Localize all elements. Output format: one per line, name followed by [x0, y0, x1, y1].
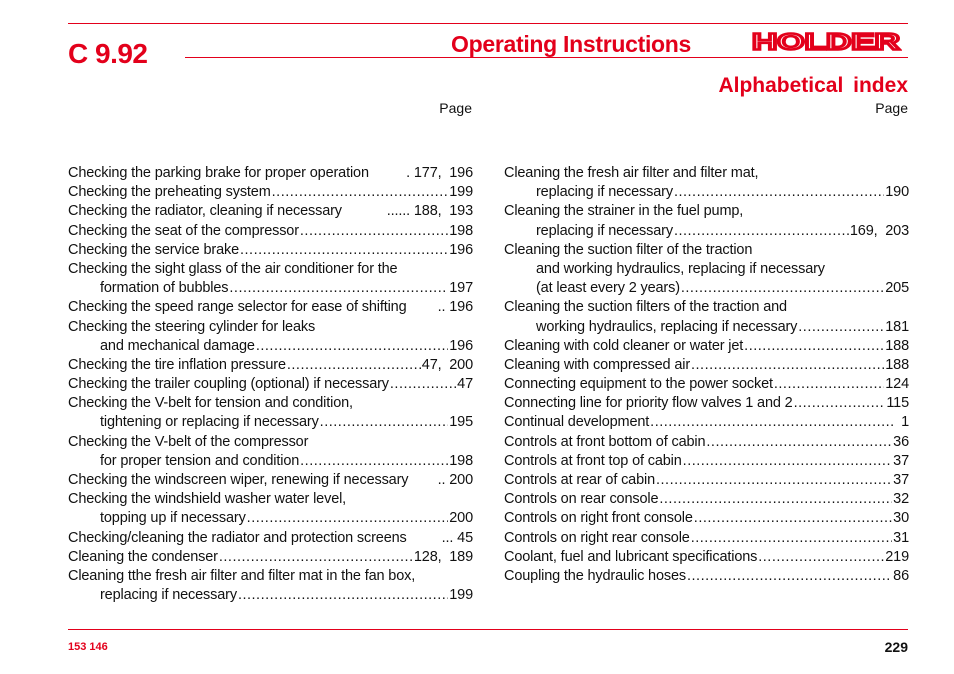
- index-entry: [504, 375, 909, 394]
- index-entry: [504, 164, 909, 183]
- dot-leader: [744, 337, 884, 356]
- index-entry: [68, 318, 473, 337]
- index-entry: [504, 337, 909, 356]
- dot-leader: [650, 413, 896, 432]
- dot-leader: [287, 356, 421, 375]
- index-entry: [68, 202, 473, 221]
- index-entry: [68, 548, 473, 567]
- index-entry-text: Cleaning with compressed air: [504, 356, 690, 373]
- index-entry-text: Checking the radiator, cleaning if necessary: [68, 203, 342, 220]
- index-entry-text: replacing if necessary: [536, 222, 673, 239]
- dot-leader: [794, 394, 886, 413]
- index-entry-page: 196: [449, 337, 473, 354]
- index-entry: [68, 279, 473, 298]
- index-entry-page: . 177, 196: [406, 165, 473, 181]
- index-entry: [504, 413, 909, 432]
- index-entry-text: Cleaning with cold cleaner or water jet: [504, 337, 744, 354]
- index-entry-text: Connecting line for priority flow valves 1 and 2: [504, 395, 793, 412]
- index-entry-text: Checking the trailer coupling (optional) if necessary: [68, 376, 389, 393]
- index-entry: [504, 529, 909, 548]
- dot-leader: [674, 222, 849, 241]
- index-entry: [504, 471, 909, 490]
- dot-leader: [300, 222, 448, 241]
- dot-leader: [758, 548, 884, 567]
- index-entry: [504, 394, 909, 413]
- dot-leader: [320, 413, 449, 432]
- dot-leader: [774, 375, 884, 394]
- index-entry: [68, 164, 473, 183]
- index-column-left: [68, 164, 473, 605]
- holder-logo-text: HOLDER: [752, 31, 901, 53]
- index-entry: [504, 260, 909, 279]
- dot-leader: [687, 567, 892, 586]
- index-entry-page: 36: [893, 433, 909, 450]
- header-top-rule: [68, 23, 908, 24]
- dot-leader: [656, 471, 892, 490]
- index-entry-text: topping up if necessary: [100, 510, 246, 527]
- index-entry: [68, 298, 473, 317]
- index-entry: [68, 222, 473, 241]
- index-entry-text: Checking the windshield washer water level,: [68, 491, 347, 508]
- index-entry: [504, 356, 909, 375]
- index-entry: [504, 567, 909, 586]
- dot-leader: [694, 509, 892, 528]
- index-entry-page: ... 45: [437, 529, 473, 546]
- index-entry-text: replacing if necessary: [536, 184, 673, 201]
- page-column-header-left: Page: [439, 100, 472, 116]
- index-entry-text: Cleaning the condenser: [68, 548, 218, 565]
- index-entry-page: 196: [449, 241, 473, 258]
- index-entry-page: 199: [449, 184, 473, 201]
- index-entry: [68, 375, 473, 394]
- index-entry-page: 181: [885, 318, 909, 335]
- index-entry: [504, 183, 909, 202]
- model-number: C 9.92: [68, 38, 148, 69]
- index-entry: [68, 356, 473, 375]
- page-title: Operating Instructions: [451, 31, 692, 57]
- index-entry-text: Coupling the hydraulic hoses: [504, 567, 686, 584]
- index-entry-text: Checking the windscreen wiper, renewing if necessary: [68, 472, 409, 488]
- spacer: [407, 298, 434, 317]
- index-entry: [68, 183, 473, 202]
- index-entry-page: 198: [449, 452, 473, 469]
- index-entry: [504, 202, 909, 221]
- index-entry-text: Checking the speed range selector for ease of shifting: [68, 299, 407, 316]
- index-entry-text: Checking the parking brake for proper operation: [68, 165, 369, 181]
- index-entry-text: Checking the sight glass of the air conditioner for the: [68, 260, 398, 277]
- index-entry-text: Controls at front bottom of cabin: [504, 433, 706, 450]
- index-entry-page: 115: [886, 395, 909, 412]
- index-entry-page: 199: [449, 587, 473, 604]
- dot-leader: [256, 337, 448, 356]
- index-entry: [504, 279, 909, 298]
- index-entry: [504, 318, 909, 337]
- index-entry-page: .. 196: [433, 299, 473, 316]
- index-entry-page: 32: [893, 491, 909, 508]
- index-entry-text: Controls on right front console: [504, 510, 693, 527]
- index-entry-page: 128, 189: [413, 548, 473, 565]
- index-entry-text: Coolant, fuel and lubricant specifications: [504, 548, 758, 565]
- index-entry: [68, 529, 473, 548]
- dot-leader: [798, 318, 884, 337]
- index-entry-page: 1: [897, 414, 909, 431]
- dot-leader: [272, 183, 449, 202]
- index-entry-text: working hydraulics, replacing if necessary: [536, 318, 798, 335]
- page-number: 229: [884, 639, 908, 655]
- spacer: [408, 471, 433, 490]
- index-column-right: [504, 164, 909, 586]
- index-entry-page: 188: [885, 356, 909, 373]
- dot-leader: [659, 490, 892, 509]
- dot-leader: [681, 279, 884, 298]
- index-entry-page: 169, 203: [849, 222, 909, 239]
- index-entry-text: Checking the V-belt for tension and condition,: [68, 395, 353, 412]
- index-entry-text: and working hydraulics, replacing if necessary: [536, 260, 825, 277]
- index-entry-text: Cleaning the suction filter of the traction: [504, 241, 753, 258]
- index-entry-text: Controls on rear console: [504, 491, 659, 508]
- index-entry: [68, 471, 473, 490]
- index-entry-page: 47: [457, 376, 473, 393]
- section-subtitle: Alphabetical index: [718, 74, 908, 97]
- index-entry: [504, 452, 909, 471]
- spacer: [407, 529, 438, 548]
- index-entry-text: Checking the preheating system: [68, 184, 271, 201]
- index-entry-text: and mechanical damage: [100, 337, 255, 354]
- index-entry: [68, 241, 473, 260]
- index-entry-text: Cleaning the strainer in the fuel pump,: [504, 203, 744, 220]
- index-entry-text: Controls at front top of cabin: [504, 452, 682, 469]
- page-column-header-right: Page: [875, 100, 908, 116]
- index-entry-text: for proper tension and condition: [100, 452, 300, 469]
- index-entry-text: Checking/cleaning the radiator and protection screens: [68, 529, 407, 546]
- index-entry-page: 31: [893, 529, 909, 546]
- dot-leader: [247, 509, 449, 528]
- index-entry-page: 188: [885, 337, 909, 354]
- index-entry: [68, 413, 473, 432]
- dot-leader: [229, 279, 448, 298]
- index-entry-page: 190: [885, 184, 909, 201]
- footer-rule: [68, 629, 908, 630]
- index-entry: [68, 337, 473, 356]
- index-entry: [504, 298, 909, 317]
- dot-leader: [238, 586, 448, 605]
- index-entry-page: 197: [449, 280, 473, 297]
- index-entry-page: 124: [885, 376, 909, 393]
- index-entry-page: 205: [885, 280, 909, 297]
- index-entry-page: 37: [893, 472, 909, 488]
- index-entry-text: Checking the tire inflation pressure: [68, 356, 286, 373]
- index-entry-text: Continual development: [504, 414, 650, 431]
- index-entry: [68, 586, 473, 605]
- dot-leader: [219, 548, 413, 567]
- index-entry-text: Checking the service brake: [68, 241, 239, 258]
- index-entry: [504, 509, 909, 528]
- index-entry: [68, 394, 473, 413]
- index-entry-text: formation of bubbles: [100, 280, 229, 297]
- index-entry: [504, 433, 909, 452]
- index-entry: [504, 490, 909, 509]
- index-entry-text: Cleaning the suction filters of the traction and: [504, 299, 787, 316]
- dot-leader: [300, 452, 448, 471]
- index-entry: [504, 241, 909, 260]
- dot-leader: [390, 375, 456, 394]
- index-entry-page: 47, 200: [421, 356, 473, 373]
- dot-leader: [240, 241, 448, 260]
- index-entry-text: Cleaning the fresh air filter and filter mat,: [504, 165, 759, 181]
- document-number: 153 146: [68, 641, 108, 653]
- index-entry-page: 200: [449, 510, 473, 527]
- index-entry-text: Controls on right rear console: [504, 529, 690, 546]
- index-entry-page: ...... 188, 193: [382, 203, 473, 220]
- spacer: [369, 164, 406, 183]
- index-entry-text: Controls at rear of cabin: [504, 472, 655, 488]
- index-entry: [68, 260, 473, 279]
- index-entry: [68, 567, 473, 586]
- index-entry-text: Connecting equipment to the power socket: [504, 376, 773, 393]
- index-entry-page: 86: [893, 567, 909, 584]
- index-entry-text: Checking the steering cylinder for leaks: [68, 318, 316, 335]
- dot-leader: [691, 529, 892, 548]
- index-entry-text: tightening or replacing if necessary: [100, 414, 319, 431]
- index-entry-page: 219: [885, 548, 909, 565]
- index-entry: [68, 509, 473, 528]
- index-entry-page: .. 200: [433, 472, 473, 488]
- index-entry-page: 37: [893, 452, 909, 469]
- index-entry-text: replacing if necessary: [100, 587, 237, 604]
- dot-leader: [691, 356, 884, 375]
- index-entry-page: 195: [449, 414, 473, 431]
- dot-leader: [706, 433, 892, 452]
- holder-logo: [750, 31, 902, 53]
- index-entry: [504, 548, 909, 567]
- dot-leader: [674, 183, 884, 202]
- index-entry: [68, 433, 473, 452]
- index-entry-text: Checking the seat of the compressor: [68, 222, 299, 239]
- spacer: [342, 202, 383, 221]
- index-entry-text: Checking the V-belt of the compressor: [68, 433, 309, 450]
- index-entry-text: Cleaning tthe fresh air filter and filter mat in the fan box,: [68, 567, 416, 584]
- dot-leader: [683, 452, 892, 471]
- index-entry-page: 198: [449, 222, 473, 239]
- index-entry: [68, 490, 473, 509]
- index-entry-page: 30: [893, 510, 909, 527]
- index-entry: [504, 222, 909, 241]
- index-entry: [68, 452, 473, 471]
- index-entry-text: (at least every 2 years): [536, 280, 680, 297]
